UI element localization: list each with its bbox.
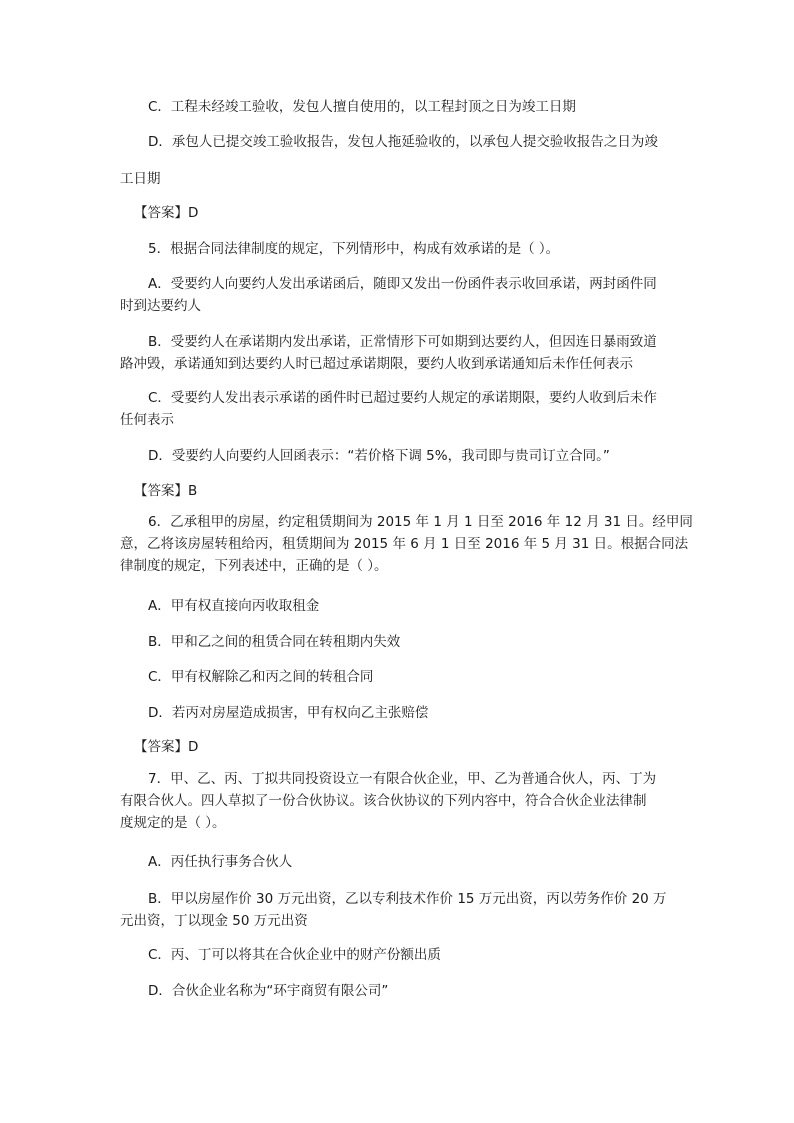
answer-paragraph <box>120 736 680 758</box>
text-line: 【答案】D <box>134 205 199 221</box>
text-line: B．甲和乙之间的租赁合同在转租期内失效 <box>148 634 401 650</box>
text-line: D．合伙企业名称为“环宇商贸有限公司” <box>148 983 389 999</box>
question-paragraph <box>120 238 680 260</box>
option-paragraph <box>120 851 680 873</box>
option-paragraph <box>120 595 680 617</box>
text-line: C．受要约人发出表示承诺的函件时已超过要约人规定的承诺期限，要约人收到后未作 <box>148 390 657 406</box>
option-paragraph <box>120 387 680 431</box>
option-paragraph <box>120 944 680 966</box>
option-paragraph <box>120 131 680 153</box>
option-paragraph <box>120 273 680 317</box>
option-paragraph <box>120 168 680 190</box>
text-line: 度规定的是（ ）。 <box>120 815 226 831</box>
text-line: A．受要约人向要约人发出承诺函后，随即又发出一份函件表示收回承诺，两封函件同 <box>148 276 657 292</box>
option-paragraph <box>120 702 680 724</box>
text-line: 任何表示 <box>120 412 174 428</box>
text-line: 6．乙承租甲的房屋，约定租赁期间为 2015 年 1 月 1 日至 2016 年 12 月 31 日。经甲同 <box>148 514 693 530</box>
text-line: B．受要约人在承诺期内发出承诺，正常情形下可如期到达要约人，但因连日暴雨致道 <box>148 334 657 350</box>
option-paragraph <box>120 331 680 375</box>
answer-paragraph <box>120 480 680 502</box>
text-line: D．承包人已提交竣工验收报告，发包人拖延验收的，以承包人提交验收报告之日为竣 <box>148 134 658 150</box>
text-line: C．甲有权解除乙和丙之间的转租合同 <box>148 669 374 685</box>
text-line: B．甲以房屋作价 30 万元出资，乙以专利技术作价 15 万元出资，丙以劳务作价 20 万 <box>148 891 667 907</box>
text-line: D．若丙对房屋造成损害，甲有权向乙主张赔偿 <box>148 705 429 721</box>
text-line: 【答案】B <box>134 483 198 499</box>
text-line: 【答案】D <box>134 739 199 755</box>
option-paragraph <box>120 631 680 653</box>
text-line: C．丙、丁可以将其在合伙企业中的财产份额出质 <box>148 947 441 963</box>
text-line: 5．根据合同法律制度的规定，下列情形中，构成有效承诺的是（ ）。 <box>148 241 560 257</box>
answer-paragraph <box>120 202 680 224</box>
text-line: 有限合伙人。四人草拟了一份合伙协议。该合伙协议的下列内容中，符合合伙企业法律制 <box>120 793 647 809</box>
text-line: C．工程未经竣工验收，发包人擅自使用的，以工程封顶之日为竣工日期 <box>148 99 576 115</box>
text-line: 意，乙将该房屋转租给丙，租赁期间为 2015 年 6 月 1 日至 2016 年 5 月 31 日。根据合同法 <box>120 536 689 552</box>
text-line: A．甲有权直接向丙收取租金 <box>148 598 320 614</box>
option-paragraph <box>120 888 680 932</box>
option-paragraph <box>120 445 680 467</box>
question-paragraph <box>120 511 693 577</box>
text-line: D．受要约人向要约人回函表示：“若价格下调 5%，我司即与贵司订立合同。” <box>148 448 610 464</box>
option-paragraph <box>120 96 680 118</box>
question-paragraph <box>120 768 680 834</box>
text-line: 7．甲、乙、丙、丁拟共同投资设立一有限合伙企业，甲、乙为普通合伙人，丙、丁为 <box>148 771 657 787</box>
text-line: 律制度的规定，下列表述中，正确的是（ ）。 <box>120 558 388 574</box>
text-line: 路冲毁，承诺通知到达要约人时已超过承诺期限，要约人收到承诺通知后未作任何表示 <box>120 356 633 372</box>
option-paragraph <box>120 666 680 688</box>
text-line: 元出资，丁以现金 50 万元出资 <box>120 913 308 929</box>
text-line: 时到达要约人 <box>120 298 201 314</box>
option-paragraph <box>120 980 680 1002</box>
text-line: 工日期 <box>120 171 161 187</box>
text-line: A．丙任执行事务合伙人 <box>148 854 293 870</box>
